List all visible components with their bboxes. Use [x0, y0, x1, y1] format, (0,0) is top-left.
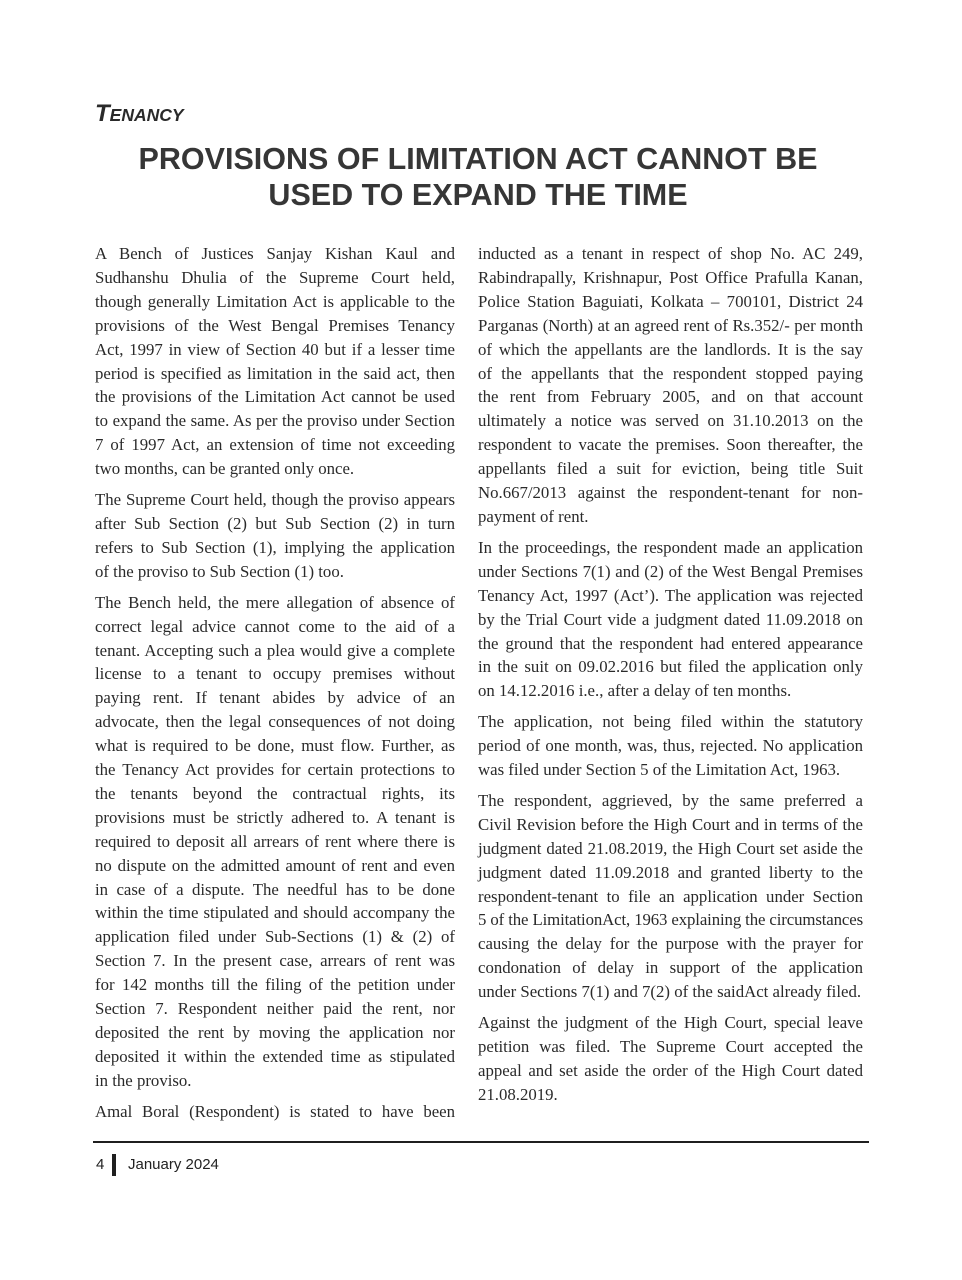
- text-line: petition was filed. The Supreme Court accepted the: [478, 1037, 863, 1056]
- text-line: on 14.12.2016 i.e., after a delay of ten months.: [478, 681, 792, 701]
- text-line: within the time stipulated and should accompany the: [95, 903, 455, 923]
- text-line: 5 of the LimitationAct, 1963 explaining the circumstances: [478, 910, 863, 930]
- text-line: in the suit on 09.02.2016 but filed the application only: [478, 657, 863, 677]
- text-line: license to a tenant to occupy premises without: [95, 664, 455, 684]
- text-line: of which the appellants are the landlords. It is the say: [478, 339, 863, 359]
- text-line: appellants filed a suit for eviction, being title Suit: [478, 459, 863, 479]
- text-line: judgment dated 21.08.2019, the High Court set aside the: [478, 838, 863, 858]
- article-title: [0, 141, 956, 213]
- text-line: in case of a dispute. The needful has to be done: [95, 879, 455, 899]
- section-label: TENANCY: [95, 100, 184, 127]
- text-line: deposited it within the extended time as stipulated: [95, 1046, 455, 1066]
- text-line: appeal and set aside the order of the High Court dated: [478, 1060, 863, 1080]
- article-title-line: USED TO EXPAND THE TIME: [268, 178, 688, 212]
- text-line: period is specified as limitation in the said act, then: [95, 363, 455, 383]
- text-line: judgment dated 11.09.2018 and granted liberty to the: [478, 862, 863, 882]
- text-line: causing the delay for the purpose with the prayer for: [478, 934, 863, 954]
- text-line: The Bench held, the mere allegation of absence of: [95, 592, 455, 612]
- text-line: Rabindrapally, Krishnapur, Post Office Prafulla Kanan,: [478, 267, 863, 287]
- text-line: Police Station Baguiati, Kolkata – 700101, District 24: [478, 291, 863, 311]
- text-line: provisions must be strictly adhered to. A tenant is: [95, 807, 455, 827]
- paragraph: [478, 710, 863, 782]
- text-line: after Sub Section (2) but Sub Section (2) in turn: [95, 513, 455, 533]
- paragraph: [478, 536, 863, 703]
- paragraph: [95, 488, 455, 584]
- text-line: what is required to be done, must flow. Further, as: [95, 736, 455, 756]
- footer-divider-bar: [112, 1154, 116, 1176]
- text-line: period of one month, was, thus, rejected. No application: [478, 736, 863, 756]
- text-line: Tenancy Act, 1997 (Act’). The application was rejected: [478, 585, 863, 605]
- text-line: respondent-tenant to file an application under Section: [478, 886, 863, 906]
- text-line: condonation of delay in support of the application: [478, 958, 863, 978]
- text-line: Amal Boral (Respondent) is stated to have been: [95, 1101, 455, 1121]
- text-line: of the appellants that the respondent stopped paying: [478, 363, 863, 383]
- text-line: Section 7. In the present case, arrears of rent was: [95, 951, 455, 971]
- paragraph: [95, 1100, 455, 1124]
- text-line: Sudhanshu Dhulia of the Supreme Court held,: [95, 267, 455, 287]
- paragraph: [95, 242, 455, 481]
- text-line: respondent to vacate the premises. Soon thereafter, the: [478, 435, 863, 455]
- text-line: the provisions of the Limitation Act cannot be used: [95, 387, 455, 407]
- text-line: In the proceedings, the respondent made an application: [478, 537, 863, 557]
- text-line: ultimately a notice was served on 31.10.2013 on the: [478, 411, 863, 431]
- article-title-line: PROVISIONS OF LIMITATION ACT CANNOT BE: [138, 142, 818, 176]
- text-line: A Bench of Justices Sanjay Kishan Kaul and: [95, 244, 455, 263]
- text-line: tenant. Accepting such a plea would give a complete: [95, 640, 455, 660]
- text-line: to expand the same. As per the proviso under Section: [95, 411, 455, 431]
- text-line: provisions of the West Bengal Premises Tenancy: [95, 315, 455, 335]
- text-line: The application, not being filed within the statutory: [478, 712, 863, 732]
- text-line: the Tenancy Act provides for certain protections to: [95, 760, 455, 780]
- issue-date: January 2024: [128, 1156, 219, 1173]
- text-line: deposited the rent by moving the application nor: [95, 1023, 455, 1042]
- text-line: The respondent, aggrieved, by the same preferred a: [478, 790, 863, 810]
- text-line: payment of rent.: [478, 506, 589, 526]
- text-line: required to deposit all arrears of rent where there is: [95, 831, 455, 851]
- text-line: by the Trial Court vide a judgment dated 11.09.2018 on: [478, 609, 863, 629]
- text-line: paying rent. If tenant abides by advice of an: [95, 688, 455, 708]
- text-line: advocate, then the legal consequences of not doing: [95, 712, 455, 732]
- text-line: Against the judgment of the High Court, special leave: [478, 1013, 863, 1033]
- text-line: No.667/2013 against the respondent-tenant for non-: [478, 483, 863, 503]
- text-line: inducted as a tenant in respect of shop No. AC 249,: [478, 244, 863, 263]
- text-line: under Sections 7(1) and 7(2) of the saidAct already filed.: [478, 982, 862, 1002]
- text-line: two months, can be granted only once.: [95, 459, 355, 479]
- text-line: the rent from February 2005, and on that account: [478, 387, 863, 407]
- text-line: no dispute on the admitted amount of rent and even: [95, 855, 455, 875]
- text-line: 21.08.2019.: [478, 1084, 558, 1104]
- paragraph: [478, 1011, 863, 1107]
- text-line: Civil Revision before the High Court and in terms of the: [478, 814, 863, 834]
- right-column: [478, 242, 863, 1114]
- text-line: under Sections 7(1) and (2) of the West Bengal Premises: [478, 561, 863, 581]
- paragraph: [478, 789, 863, 1004]
- text-line: refers to Sub Section (1), implying the application: [95, 537, 455, 557]
- text-line: Act, 1997 in view of Section 40 but if a lesser time: [95, 339, 455, 359]
- paragraph: [95, 591, 455, 1093]
- text-line: was filed under Section 5 of the Limitation Act, 1963.: [478, 760, 841, 780]
- text-line: Parganas (North) at an agreed rent of Rs.352/- per month: [478, 315, 863, 335]
- text-line: in the proviso.: [95, 1070, 192, 1090]
- text-line: of the proviso to Sub Section (1) too.: [95, 561, 344, 581]
- text-line: Section 7. Respondent neither paid the rent, nor: [95, 999, 455, 1019]
- page-number: 4: [96, 1156, 105, 1173]
- text-line: for 142 months till the filing of the petition under: [95, 975, 455, 995]
- text-line: the ground that the respondent had entered appearance: [478, 633, 863, 653]
- left-column: [95, 242, 455, 1131]
- text-line: The Supreme Court held, though the proviso appears: [95, 490, 455, 510]
- text-line: application filed under Sub-Sections (1) & (2) of: [95, 927, 455, 947]
- text-line: 7 of 1997 Act, an extension of time not exceeding: [95, 435, 455, 455]
- footer-rule: [93, 1141, 869, 1143]
- text-line: the tenants beyond the contractual rights, its: [95, 783, 455, 803]
- text-line: correct legal advice cannot come to the aid of a: [95, 616, 455, 636]
- text-line: though generally Limitation Act is applicable to the: [95, 291, 455, 311]
- paragraph: [478, 242, 863, 529]
